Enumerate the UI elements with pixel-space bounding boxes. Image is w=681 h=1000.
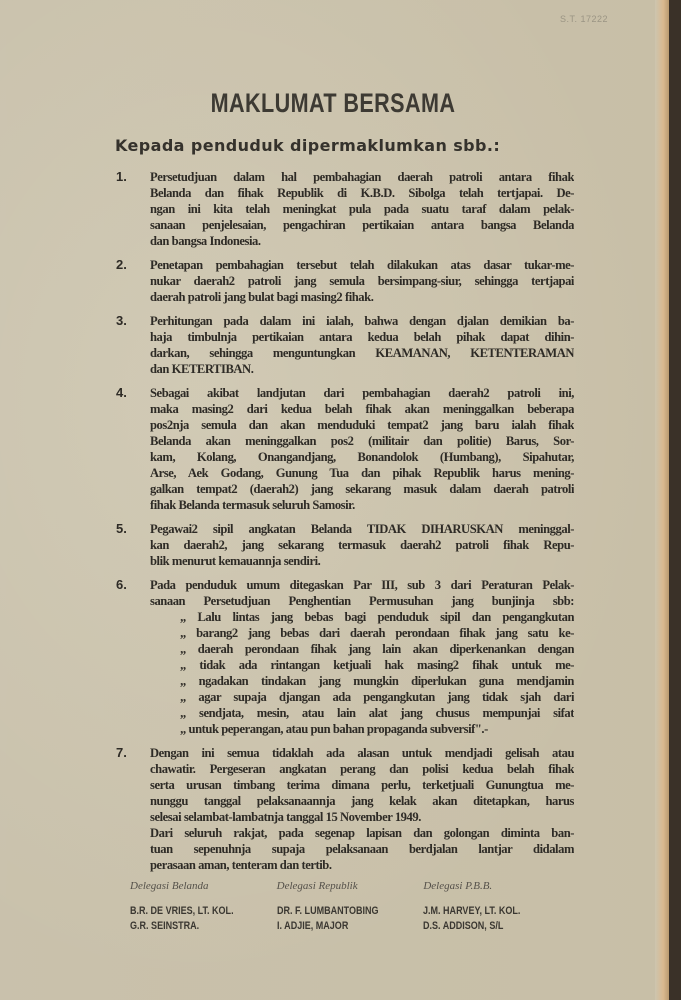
text-line: Pada penduduk umum ditegaskan Par III, sub 3 dari Peraturan Pelak- <box>150 578 574 592</box>
announcement-body <box>116 169 574 881</box>
text-line: selesai selambat-lambatnja tanggal 15 November 1949. <box>150 810 421 824</box>
numbered-item <box>116 313 574 377</box>
text-line: Arse, Aek Godang, Gunung Tua dan pihak Republik harus mening- <box>150 466 574 480</box>
signature-column <box>130 880 277 934</box>
text-line: fihak Belanda termasuk seluruh Samosir. <box>150 498 355 512</box>
text-line: Dengan ini semua tidaklah ada alasan untuk mendjadi gelisah atau <box>150 746 574 760</box>
text-line: kam, Kolang, Onangandjang, Bonandolok (Humbang), Sipahutar, <box>150 450 574 464</box>
item-text <box>150 257 574 305</box>
item-number: 7. <box>116 745 127 760</box>
text-line: darkan, sehingga menguntungkan KEAMANAN, KETENTERAMAN <box>150 346 574 360</box>
text-line: nukar daerah2 patroli jang semula bersimpang-siur, sehingga tertjapai <box>150 274 574 288</box>
numbered-item <box>116 577 574 737</box>
item-text <box>150 313 574 377</box>
text-line: pos2nja semula dan akan menduduki tempat2 jang baru ialah fihak <box>150 418 574 432</box>
quoted-line: „ untuk peperangan, atau pun bahan propaganda subversif".- <box>180 722 488 736</box>
delegation-label: Delegasi Republik <box>276 880 358 892</box>
item-text <box>150 577 574 737</box>
item-number: 6. <box>116 577 127 592</box>
signature-column <box>277 880 424 934</box>
signatory-name: G.R. SEINSTRA. <box>130 920 200 932</box>
numbered-item <box>116 745 574 873</box>
text-line: dan KETERTIBAN. <box>150 362 254 376</box>
quoted-line: „ ngadakan tindakan jang mungkin diperlukan guna mendjamin <box>180 674 574 688</box>
signature-column <box>423 880 570 934</box>
text-line: Belanda akan meninggalkan pos2 (militair dan politie) Barus, Sor- <box>150 434 574 448</box>
text-line: Persetudjuan dalam hal pembahagian daerah patroli antara fihak <box>150 170 574 184</box>
text-line: kan daerah2, jang sekarang termasuk daerah2 patroli fihak Repu- <box>150 538 574 552</box>
numbered-item <box>116 385 574 513</box>
text-line: Belanda dan fihak Republik di K.B.D. Sibolga telah tertjapai. De- <box>150 186 574 200</box>
numbered-item <box>116 257 574 305</box>
text-line: sanaan Persetudjuan Penghentian Permusuhan jang bunjinja sbb: <box>150 594 574 608</box>
quoted-line: „ Lalu lintas jang bebas bagi penduduk sipil dan pengangkutan <box>180 610 574 624</box>
document-subtitle: Kepada penduduk dipermaklumkan sbb.: <box>115 136 501 155</box>
text-line: Dari seluruh rakjat, pada segenap lapisan dan golongan diminta ban- <box>150 826 574 840</box>
text-line: Penetapan pembahagian tersebut telah dilakukan atas dasar tukar-me- <box>150 258 574 272</box>
delegation-label: Delegasi P.B.B. <box>423 880 493 892</box>
numbered-item <box>116 521 574 569</box>
paper-edge <box>655 0 669 1000</box>
text-line: serta urusan timbang terima dimana perlu, terketjuali Gunungtua me- <box>150 778 574 792</box>
text-line: maka masing2 dari kedua belah fihak akan meninggalkan beberapa <box>150 402 574 416</box>
text-line: sanaan penjelesaian, pengachiran pertikaian antara bangsa Belanda <box>150 218 574 232</box>
text-line: daerah patroli jang bulat bagi masing2 fihak. <box>150 290 374 304</box>
text-line: Sebagai akibat landjutan dari pembahagian daerah2 patroli ini, <box>150 386 574 400</box>
item-number: 4. <box>116 385 127 400</box>
text-line: galkan tempat2 (daerah2) jang sekarang masuk dalam daerah patroli <box>150 482 574 496</box>
text-line: tuan sepenuhnja supaja pelaksanaan berdjalan lantjar didalam <box>150 842 574 856</box>
signatory-name: B.R. DE VRIES, LT. KOL. <box>130 905 234 917</box>
text-line: Pegawai2 sipil angkatan Belanda TIDAK DIHARUSKAN meninggal- <box>150 522 574 536</box>
item-text <box>150 169 574 249</box>
quoted-line: „ barang2 jang bebas dari daerah perondaan fihak jang satu ke- <box>180 626 574 640</box>
text-line: dan bangsa Indonesia. <box>150 234 261 248</box>
text-line: haja timbulnja pertikaian antara kedua belah pihak dapat dihin- <box>150 330 574 344</box>
delegation-label: Delegasi Belanda <box>130 880 209 892</box>
item-number: 5. <box>116 521 127 536</box>
text-line: ngan ini kita telah meningkat pula pada suatu taraf dalam pelak- <box>150 202 574 216</box>
quoted-line: „ sendjata, mesin, atau lain alat jang chusus mempunjai sifat <box>180 706 574 720</box>
quoted-line: „ agar supaja djangan ada pengangkutan jang tidak sjah dari <box>180 690 574 704</box>
item-number: 1. <box>116 169 127 184</box>
item-number: 2. <box>116 257 127 272</box>
signatory-name: DR. F. LUMBANTOBING <box>276 905 379 917</box>
quoted-line: „ daerah perondaan fihak jang lain akan diperkenankan dengan <box>180 642 574 656</box>
text-line: nunggu tanggal pelaksanaannja jang kelak akan ditetapkan, harus <box>150 794 574 808</box>
text-line: chawatir. Pergeseran angkatan perang dan polisi kedua belah fihak <box>150 762 574 776</box>
item-text <box>150 745 574 873</box>
text-line: blik menurut kemauannja sendiri. <box>150 554 321 568</box>
document-title: MAKLUMAT BERSAMA <box>210 88 456 118</box>
item-number: 3. <box>116 313 127 328</box>
quoted-line: „ tidak ada rintangan ketjuali hak masing2 fihak untuk me- <box>180 658 574 672</box>
signatory-name: J.M. HARVEY, LT. KOL. <box>423 905 521 917</box>
archive-note: S.T. 17222 <box>560 14 609 24</box>
numbered-item <box>116 169 574 249</box>
item-text <box>150 385 574 513</box>
signatory-name: D.S. ADDISON, S/L <box>423 920 504 932</box>
item-text <box>150 521 574 569</box>
text-line: Perhitungan pada dalam ini ialah, bahwa dengan djalan demikian ba- <box>150 314 574 328</box>
text-line: perasaan aman, tenteram dan tertib. <box>150 858 332 872</box>
signatory-name: I. ADJIE, MAJOR <box>276 920 349 932</box>
signature-block <box>130 880 570 934</box>
